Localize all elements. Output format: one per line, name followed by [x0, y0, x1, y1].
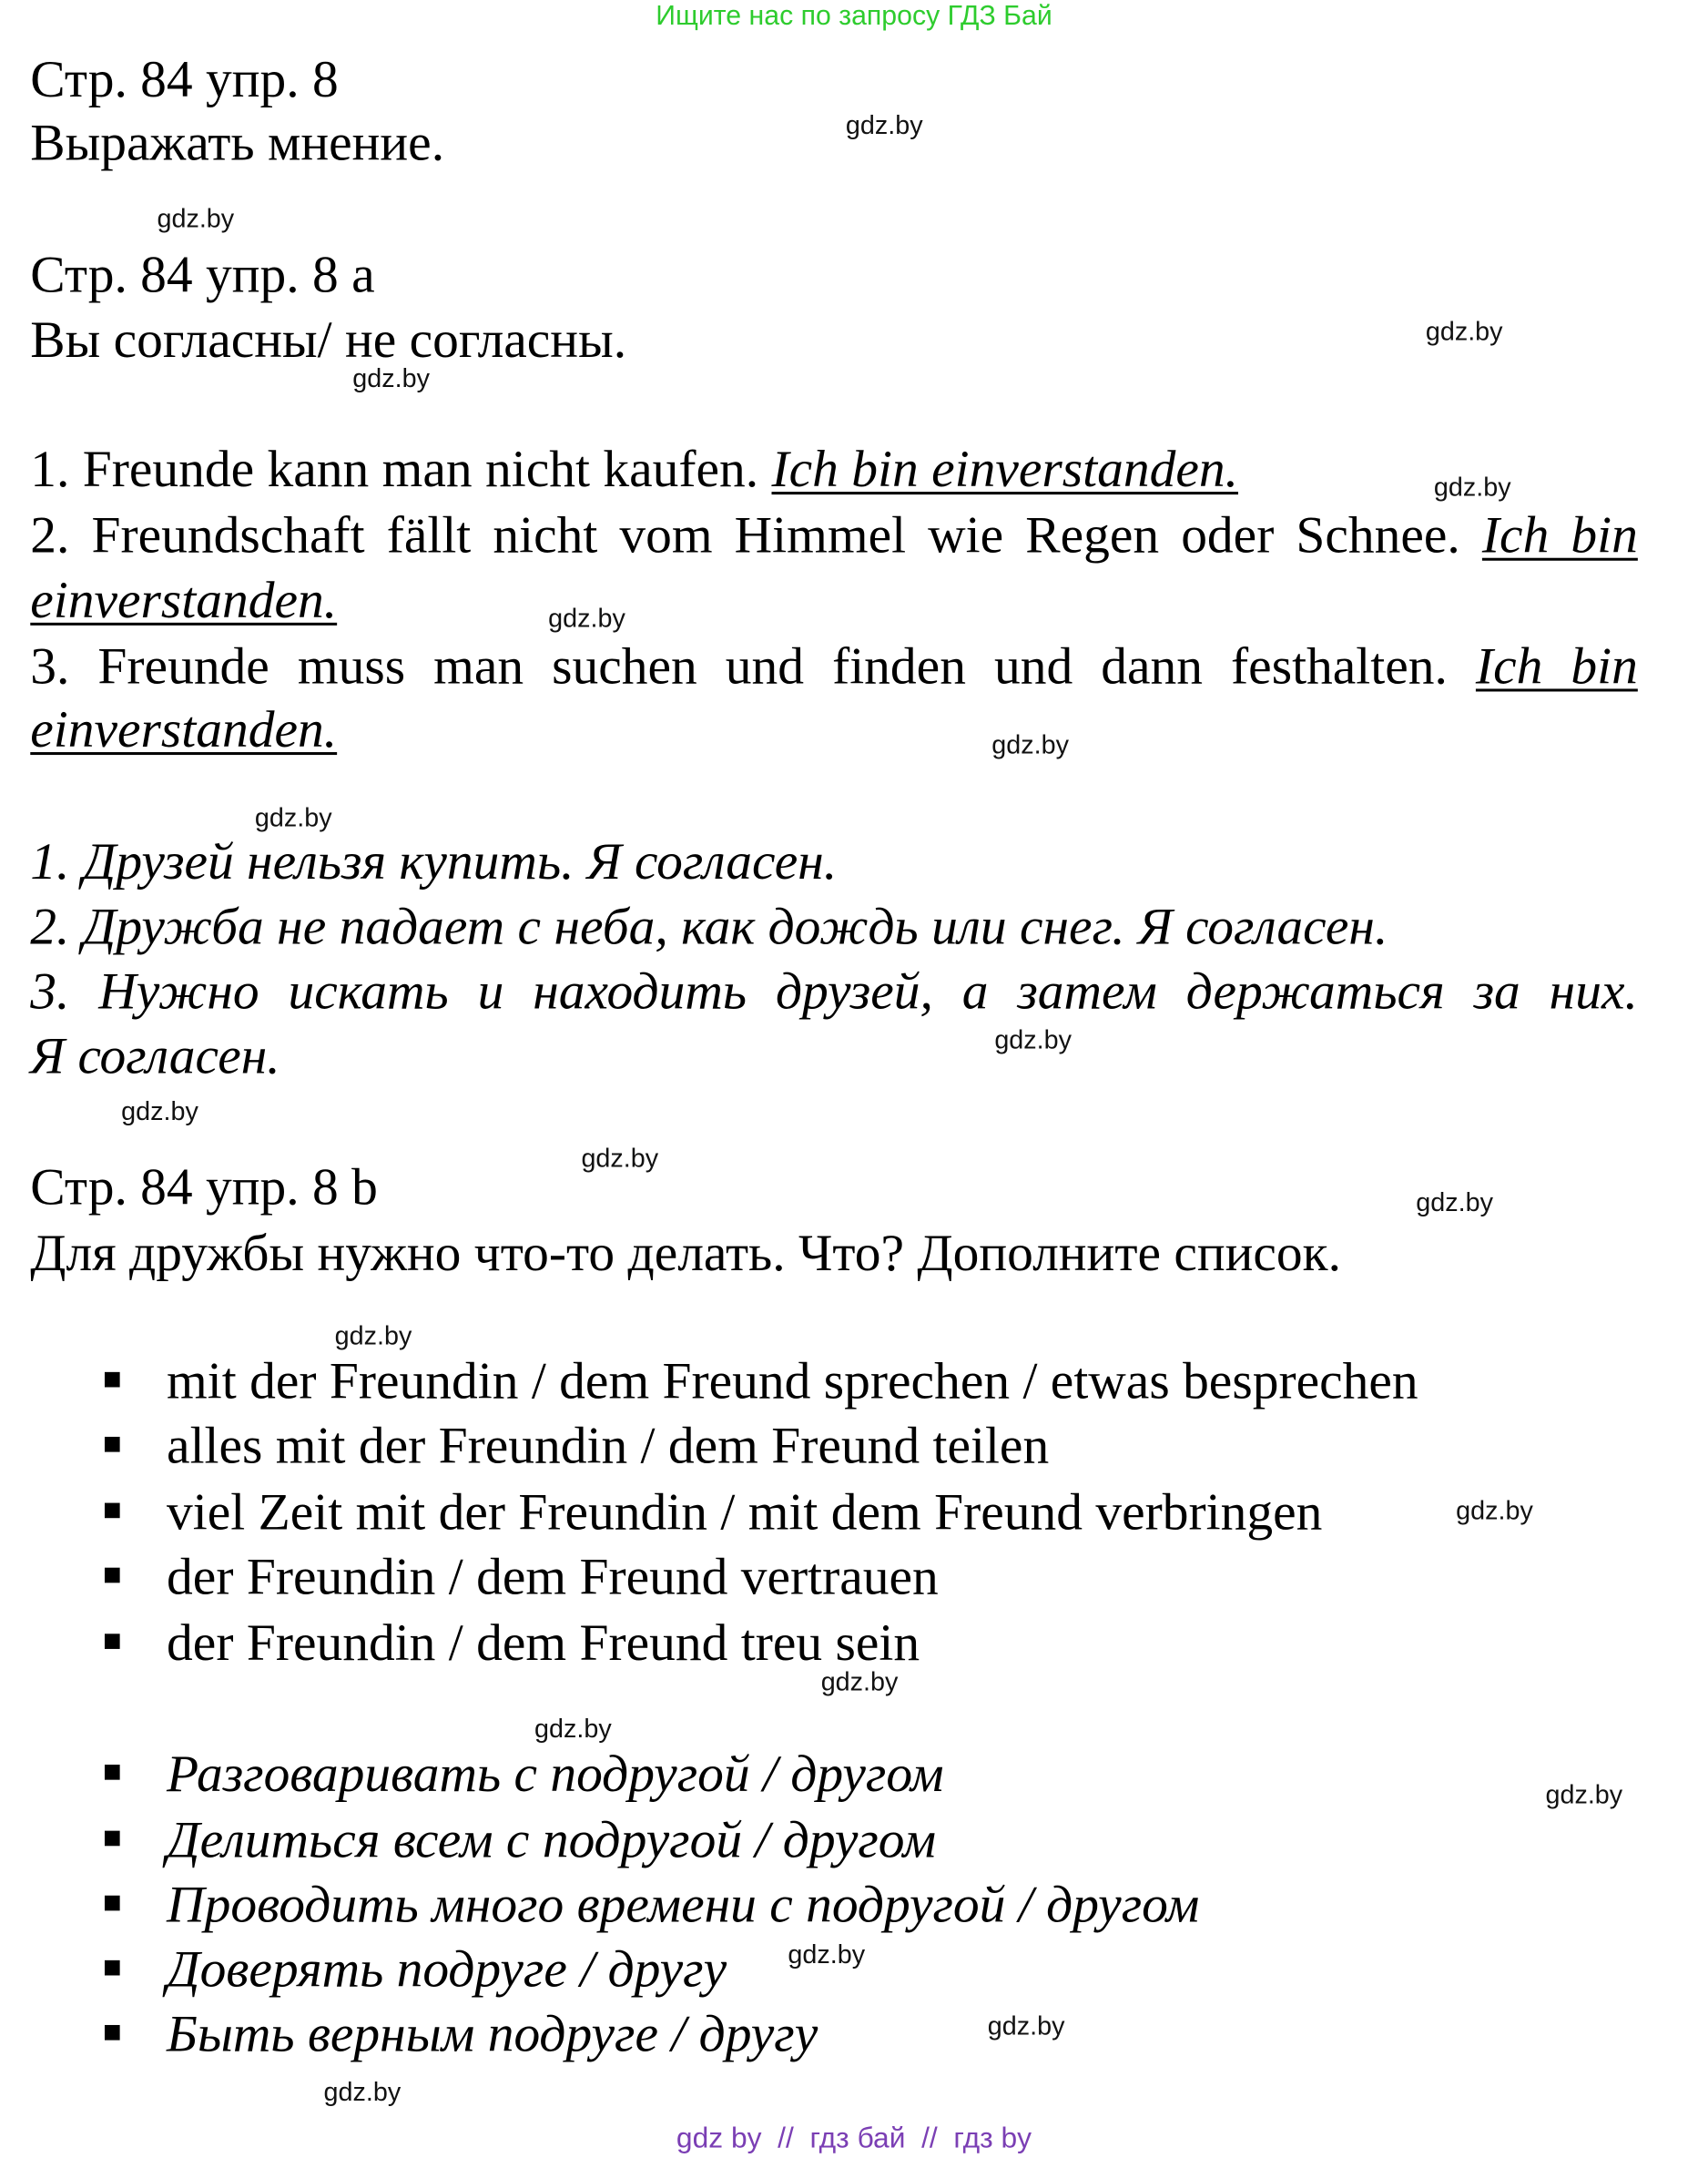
footer-links[interactable]: gdz by // гдз бай // гдз by — [676, 2122, 1032, 2155]
answer: Ich bin — [1481, 506, 1638, 565]
list-item: viel Zeit mit der Freundin / mit dem Freund verbringen — [167, 1483, 1323, 1542]
russian-line-3-cont: Я согласен. — [30, 1027, 280, 1086]
russian-line-3: 3. Нужно искать и находить друзей, а затем держаться за них. — [30, 962, 1638, 1022]
watermark: gdz.by — [987, 2012, 1065, 2042]
statement: 1. Freunde kann man nicht kaufen. — [30, 441, 772, 499]
watermark: gdz.by — [323, 2078, 402, 2108]
german-line-2 — [30, 505, 1638, 566]
list-item: Делиться всем с подругой / другом — [167, 1811, 937, 1870]
watermark: gdz.by — [991, 731, 1069, 761]
watermark: gdz.by — [121, 1097, 198, 1127]
watermark: gdz.by — [352, 364, 431, 394]
watermark: gdz.by — [254, 804, 332, 834]
watermark: gdz.by — [1456, 1497, 1533, 1527]
watermark: gdz.by — [1416, 1188, 1493, 1218]
bullet-icon — [105, 1568, 120, 1583]
section2-subtitle: Вы согласны/ не согласны. — [30, 310, 627, 370]
section1-subtitle: Выражать мнение. — [30, 114, 445, 173]
bullet-icon — [105, 1960, 120, 1976]
watermark: gdz.by — [1545, 1781, 1623, 1810]
watermark: gdz.by — [157, 205, 235, 235]
bullet-icon — [105, 1437, 120, 1452]
bullet-icon — [105, 2025, 120, 2041]
watermark: gdz.by — [788, 1940, 866, 1970]
section1-heading: Стр. 84 упр. 8 — [30, 50, 339, 109]
list-item: Быть верным подруге / другу — [167, 2005, 818, 2064]
list-item: der Freundin / dem Freund vertrauen — [167, 1548, 939, 1607]
section3-heading: Стр. 84 упр. 8 b — [30, 1158, 378, 1216]
watermark: gdz.by — [845, 111, 923, 141]
watermark: gdz.by — [994, 1026, 1073, 1055]
german-line-2-cont: einverstanden. — [30, 571, 338, 630]
german-line-1 — [30, 440, 1238, 501]
watermark: gdz.by — [581, 1145, 659, 1174]
german-line-3 — [30, 636, 1638, 697]
watermark: gdz.by — [548, 605, 625, 634]
answer: Ich bin einverstanden. — [771, 441, 1238, 499]
list-item: der Freundin / dem Freund treu sein — [167, 1614, 920, 1673]
bullet-icon — [105, 1831, 120, 1847]
german-line-3-cont: einverstanden. — [30, 701, 338, 759]
watermark: gdz.by — [820, 1668, 899, 1697]
bullet-icon — [105, 1372, 120, 1388]
russian-line-2: 2. Дружба не падает с неба, как дождь или снег. Я согласен. — [30, 898, 1388, 956]
bullet-icon — [105, 1634, 120, 1649]
statement: 2. Freundschaft fällt nicht vom Himmel wie Regen oder Schnee. — [30, 506, 1482, 565]
watermark: gdz.by — [334, 1322, 412, 1352]
bullet-icon — [105, 1503, 120, 1519]
list-item: Проводить много времени с подругой / другом — [167, 1876, 1200, 1935]
section2-heading: Стр. 84 упр. 8 a — [30, 246, 375, 305]
top-banner[interactable]: Ищите нас по запросу ГДЗ Бай — [656, 1, 1052, 32]
section3-subtitle: Для дружбы нужно что-то делать. Что? Дополните список. — [30, 1224, 1341, 1283]
list-item: mit der Freundin / dem Freund sprechen / etwas besprechen — [167, 1352, 1418, 1411]
watermark: gdz.by — [1425, 318, 1503, 348]
russian-line-1: 1. Друзей нельзя купить. Я согласен. — [30, 833, 838, 891]
list-item: Разговаривать с подругой / другом — [167, 1745, 944, 1804]
watermark: gdz.by — [534, 1715, 612, 1745]
watermark: gdz.by — [1433, 473, 1511, 504]
statement: 3. Freunde muss man suchen und finden und dann festhalten. — [30, 637, 1476, 697]
list-item: alles mit der Freundin / dem Freund teilen — [167, 1417, 1050, 1476]
list-item: Доверять подруге / другу — [167, 1940, 727, 2000]
bullet-icon — [105, 1765, 120, 1780]
bullet-icon — [105, 1896, 120, 1911]
answer: Ich bin — [1475, 637, 1638, 697]
